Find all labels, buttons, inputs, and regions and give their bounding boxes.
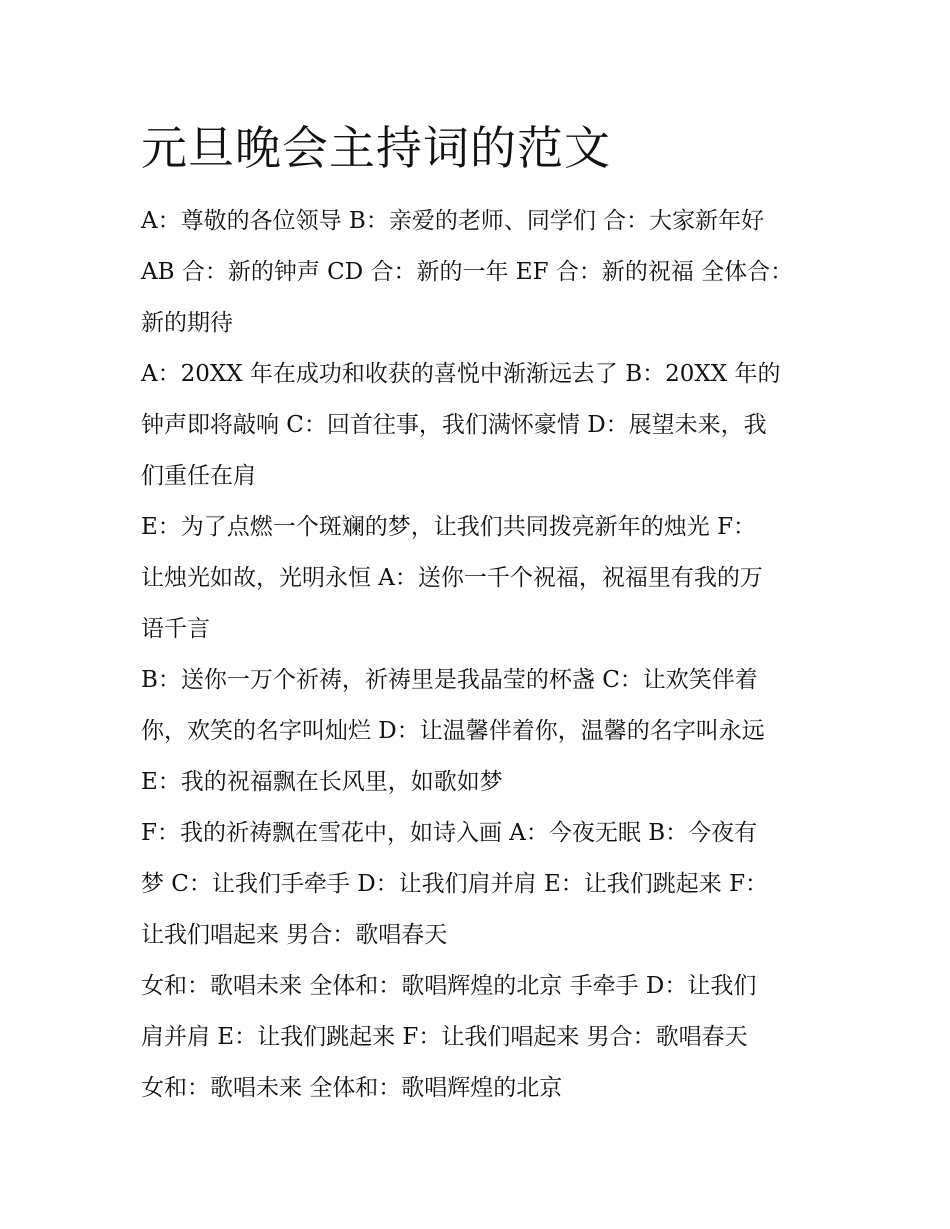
text-line: 你，欢笑的名字叫灿烂 D：让温馨伴着你，温馨的名字叫永远 — [141, 718, 765, 744]
text-line: A：20XX 年在成功和收获的喜悦中渐渐远去了 B：20XX 年的 — [141, 361, 781, 387]
document-title: 元旦晚会主持词的范文 — [141, 121, 611, 175]
text-line: E：我的祝福飘在长风里，如歌如梦 — [141, 769, 503, 795]
text-line: E：为了点燃一个斑斓的梦，让我们共同拨亮新年的烛光 F： — [141, 514, 757, 540]
text-line: 梦 C：让我们手牵手 D：让我们肩并肩 E：让我们跳起来 F： — [141, 871, 769, 897]
text-line: 钟声即将敲响 C：回首往事，我们满怀豪情 D：展望未来，我 — [141, 412, 767, 438]
text-line: F：我的祈祷飘在雪花中，如诗入画 A：今夜无眠 B：今夜有 — [141, 820, 758, 846]
text-line: AB 合：新的钟声 CD 合：新的一年 EF 合：新的祝福 全体合： — [141, 259, 794, 285]
text-line: 肩并肩 E：让我们跳起来 F：让我们唱起来 男合：歌唱春天 — [141, 1024, 748, 1050]
text-line: 女和：歌唱未来 全体和：歌唱辉煌的北京 — [141, 1075, 563, 1101]
text-line: 让我们唱起来 男合：歌唱春天 — [141, 922, 448, 948]
text-line: 女和：歌唱未来 全体和：歌唱辉煌的北京 手牵手 D：让我们 — [141, 973, 757, 999]
document-body — [141, 196, 821, 1114]
document-page — [141, 112, 821, 1114]
text-line: A：尊敬的各位领导 B：亲爱的老师、同学们 合：大家新年好 — [141, 208, 765, 234]
text-line: 语千言 — [141, 616, 210, 642]
text-line: 新的期待 — [141, 310, 233, 336]
text-line: 们重任在肩 — [141, 463, 256, 489]
text-line: 让烛光如故，光明永恒 A：送你一千个祝福，祝福里有我的万 — [141, 565, 763, 591]
text-line: B：送你一万个祈祷，祈祷里是我晶莹的杯盏 C：让欢笑伴着 — [141, 667, 758, 693]
